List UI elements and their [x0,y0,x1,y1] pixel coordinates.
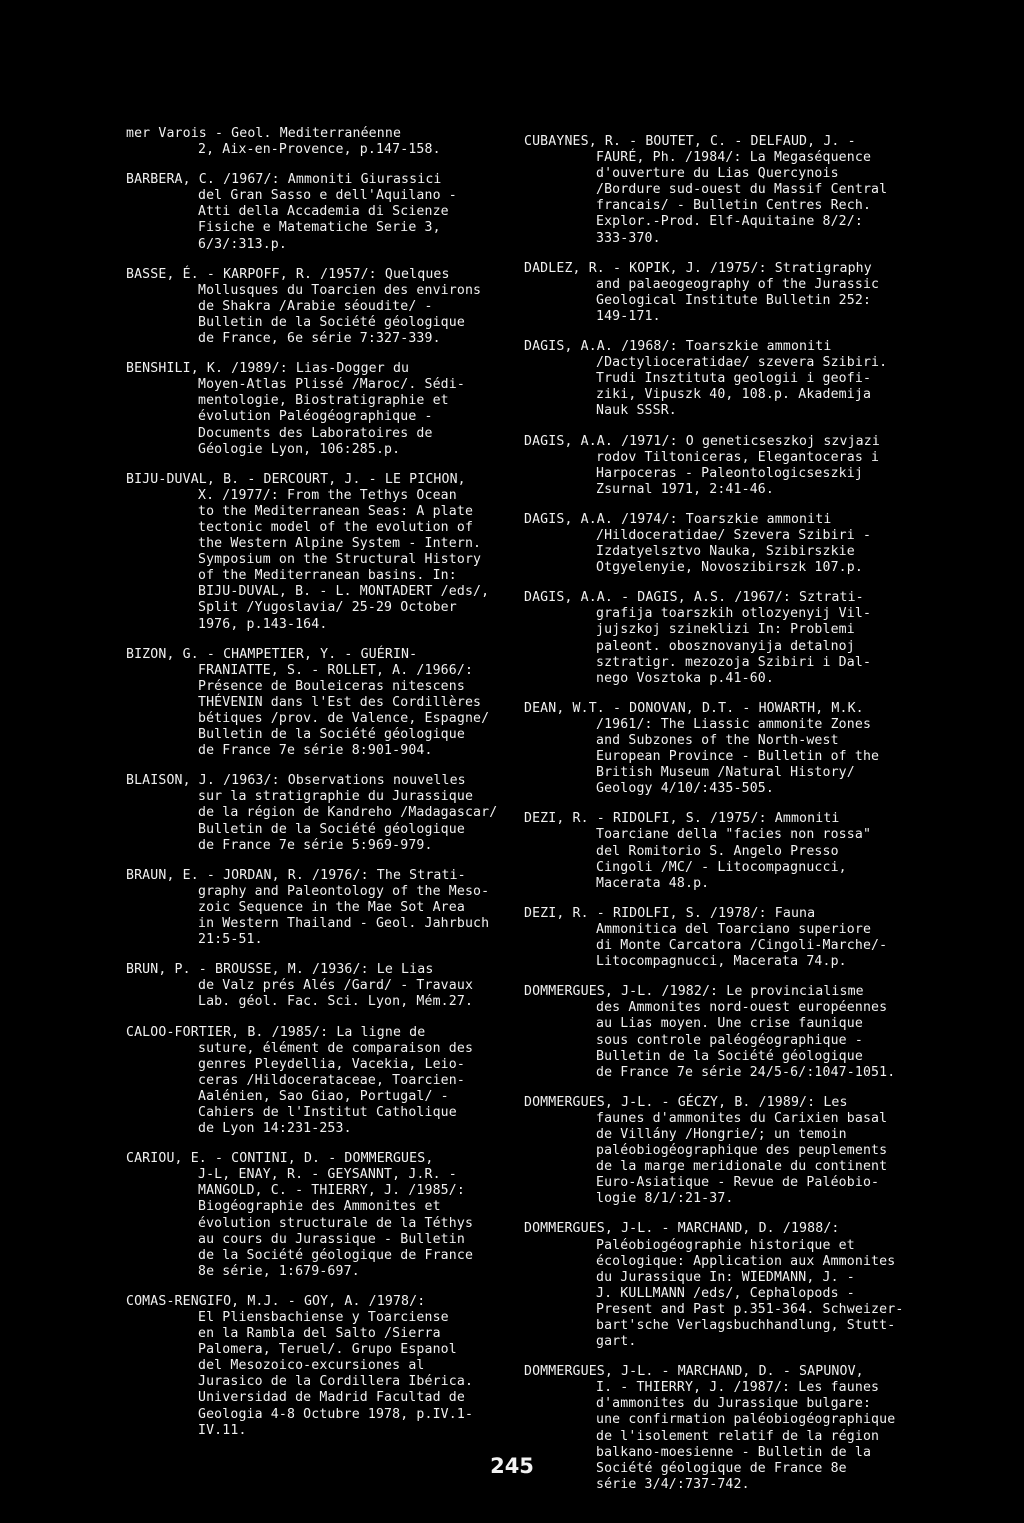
reference-line: faunes d'ammonites du Carixien basal [596,1110,888,1126]
reference-line: El Pliensbachiense y Toarciense [198,1310,449,1325]
reference-line: du Jurassique In: WIEDMANN, J. - [596,1269,855,1285]
reference-line: Paléobiogéographie historique et [596,1237,855,1253]
reference-line: 6/3/:313.p. [198,236,287,252]
reference-line: sztratigr. mezozoja Szibiri i Dal- [596,654,872,670]
reference-line: BIJU-DUVAL, B. - L. MONTADERT /eds/, [198,584,490,600]
reference-line: évolution Paléogéographique - [198,409,433,425]
reference-line: Explor.-Prod. Elf-Aquitaine 8/2/: [596,214,863,230]
reference-line: de Villány /Hongrie/; un temoin [596,1126,847,1142]
reference-line: del Mesozoico-excursiones al [198,1358,425,1374]
reference-line: BLAISON, J. /1963/: Observations nouvelles [126,773,466,789]
left-reference-entry [126,172,504,252]
reference-line: in Western Thailand - Geol. Jahrbuch [198,916,490,932]
reference-line: and Subzones of the North-west [596,733,839,748]
reference-line: francais/ - Bulletin Centres Rech. [596,198,872,214]
reference-line: Toarciane della "facies non rossa" [596,827,872,843]
reference-line: Documents des Laboratoires de [198,425,433,441]
reference-line: CARIOU, E. - CONTINI, D. - DOMMERGUES, [126,1151,434,1167]
reference-line: gart. [596,1334,637,1350]
reference-line: grafija toarszkih otlozyenyij Vil- [596,606,872,622]
reference-line: de France 7e série 5:969-979. [198,837,433,853]
reference-line: de la marge meridionale du continent [596,1159,888,1175]
left-reference-entry [126,1294,504,1439]
reference-line: Jurasico de la Cordillera Ibérica. [198,1374,474,1390]
reference-line: en la Rambla del Salto /Sierra [198,1326,441,1342]
reference-line: de la Société géologique de France [198,1247,474,1263]
right-reference-entry [524,811,984,891]
reference-line: Symposium on the Structural History [198,552,482,568]
reference-line: 21:5-51. [198,932,263,948]
reference-line: J. KULLMANN /eds/, Cephalopods - [596,1285,855,1301]
reference-line: de France, 6e série 7:327-339. [198,331,441,347]
reference-line: de France 7e série 8:901-904. [198,743,433,759]
reference-line: de Valz prés Alés /Gard/ - Travaux [198,978,474,994]
reference-line: Cingoli /MC/ - Litocompagnucci, [596,859,847,875]
left-reference-entry [126,647,504,760]
reference-line: DAGIS, A.A. /1968/: Toarszkie ammoniti [524,339,832,355]
reference-line: au cours du Jurassique - Bulletin [198,1231,465,1247]
reference-line: rodov Tiltoniceras, Elegantoceras i [596,449,880,465]
reference-line: jujszkoj szineklizi In: Problemi [596,622,855,638]
reference-line: DAGIS, A.A. /1971/: O geneticseszkoj szvjazi [524,433,880,449]
reference-line: tectonic model of the evolution of [198,519,474,535]
reference-line: BRAUN, E. - JORDAN, R. /1976/: The Strati- [126,867,466,883]
reference-line: IV.11. [198,1422,247,1438]
reference-line: DOMMERGUES, J-L. - MARCHAND, D. - SAPUNOV, [524,1364,864,1380]
page-number: 245 [490,1454,534,1478]
right-reference-entry [524,984,984,1081]
left-reference-entry [126,361,504,458]
reference-line: I. - THIERRY, J. /1987/: Les faunes [596,1380,880,1396]
reference-line: Moyen-Atlas Plissé /Maroc/. Sédi- [198,377,465,393]
right-column [524,134,984,1507]
reference-line: DADLEZ, R. - KOPIK, J. /1975/: Stratigraphy [524,260,872,276]
left-reference-entry [126,126,504,158]
reference-line: Geologia 4-8 Octubre 1978, p.IV.1- [198,1406,474,1422]
left-reference-entry [126,1151,504,1280]
right-reference-entry [524,261,984,325]
reference-line: COMAS-RENGIFO, M.J. - GOY, A. /1978/: [126,1293,426,1309]
reference-line: MANGOLD, C. - THIERRY, J. /1985/: [198,1183,465,1199]
reference-line: ziki, Vipuszk 40, 108.p. Akademija [596,387,872,403]
reference-line: of the Mediterranean basins. In: [198,568,457,584]
reference-line: to the Mediterranean Seas: A plate [198,503,474,519]
reference-line: Litocompagnucci, Macerata 74.p. [596,954,847,970]
reference-line: Otgyelenyie, Novoszibirszk 107.p. [596,560,863,576]
reference-line: Aalénien, Sao Giao, Portugal/ - [198,1088,449,1104]
reference-line: suture, élément de comparaison des [198,1040,474,1056]
left-column [126,126,504,1453]
reference-line: BENSHILI, K. /1989/: Lias-Dogger du [126,361,410,377]
reference-line: Cahiers de l'Institut Catholique [198,1104,457,1120]
reference-line: mer Varois - Geol. Mediterranéenne [126,126,402,141]
reference-line: Bulletin de la Société géologique [198,821,465,837]
reference-line: Géologie Lyon, 106:285.p. [198,441,401,457]
reference-line: Harpoceras - Paleontologicseszkij [596,465,863,481]
reference-line: d'ouverture du Lias Quercynois [596,166,839,182]
reference-line: Present and Past p.351-364. Schweizer- [596,1301,904,1317]
reference-line: Bulletin de la Société géologique [596,1048,863,1064]
right-reference-entry [524,590,984,687]
reference-line: Nauk SSSR. [596,403,677,419]
right-reference-entry [524,701,984,798]
reference-line: Lab. géol. Fac. Sci. Lyon, Mém.27. [198,994,474,1010]
reference-line: Geological Institute Bulletin 252: [596,292,872,308]
reference-line: Macerata 48.p. [596,875,710,891]
reference-line: bart'sche Verlagsbuchhandlung, Stutt- [596,1318,896,1333]
reference-line: Bulletin de la Société géologique [198,314,465,330]
reference-line: de l'isolement relatif de la région [596,1428,880,1444]
reference-line: di Monte Carcatora /Cingoli-Marche/- [596,938,888,954]
reference-line: British Museum /Natural History/ [596,765,855,781]
reference-line: del Romitorio S. Angelo Presso [596,843,839,859]
reference-line: DEZI, R. - RIDOLFI, S. /1975/: Ammoniti [524,811,840,827]
reference-line: balkano-moesienne - Bulletin de la [596,1444,872,1460]
reference-line: Universidad de Madrid Facultad de [198,1390,465,1406]
reference-line: /1961/: The Liassic ammonite Zones [596,716,872,732]
reference-line: Split /Yugoslavia/ 25-29 October [198,600,457,616]
reference-line: d'ammonites du Jurassique bulgare: [596,1396,872,1412]
reference-line: BIZON, G. - CHAMPETIER, Y. - GUÉRIN- [126,646,418,662]
reference-line: paléobiogéographique des peuplements [596,1143,888,1159]
right-reference-entry [524,134,984,247]
reference-line: Euro-Asiatique - Revue de Paléobio- [596,1175,880,1191]
right-reference-entry [524,1221,984,1350]
reference-line: Présence de Bouleiceras nitescens [198,678,465,694]
reference-line: zoic Sequence in the Mae Sot Area [198,899,465,915]
left-reference-entry [126,267,504,347]
reference-line: sous controle paléogéographique - [596,1032,863,1048]
reference-line: 333-370. [596,230,661,246]
reference-line: des Ammonites nord-ouest européennes [596,1000,888,1016]
reference-line: de France 7e série 24/5-6/:1047-1051. [596,1064,896,1080]
reference-line: BRUN, P. - BROUSSE, M. /1936/: Le Lias [126,962,434,978]
reference-line: Société géologique de France 8e [596,1460,847,1476]
reference-line: BIJU-DUVAL, B. - DERCOURT, J. - LE PICHON, [126,471,466,487]
left-reference-entry [126,1025,504,1138]
reference-line: mentologie, Biostratigraphie et [198,393,449,409]
reference-line: FAURÉ, Ph. /1984/: La Megaséquence [596,150,872,166]
left-reference-entry [126,868,504,948]
reference-line: de Lyon 14:231-253. [198,1121,352,1137]
reference-line: /Dactylioceratidae/ szevera Szibiri. [596,355,888,371]
reference-line: DEZI, R. - RIDOLFI, S. /1978/: Fauna [524,905,816,921]
reference-line: Biogéographie des Ammonites et [198,1199,441,1215]
reference-line: genres Pleydellia, Vacekia, Leio- [198,1056,465,1072]
left-reference-entry [126,773,504,853]
reference-line: paleont. obosznovanyija detalnoj [596,638,855,654]
right-reference-entry [524,1095,984,1208]
right-reference-entry [524,512,984,576]
reference-line: graphy and Paleontology of the Meso- [198,883,490,899]
reference-line: Bulletin de la Société géologique [198,727,465,743]
reference-line: ceras /Hildoceratаceae, Toarcien- [198,1072,465,1088]
reference-line: bétiques /prov. de Valence, Espagne/ [198,711,490,726]
reference-line: de la région de Kandreho /Madagascar/ [198,805,498,821]
reference-line: une confirmation paléobiogéographique [596,1412,896,1428]
left-reference-entry [126,962,504,1010]
reference-line: série 3/4/:737-742. [596,1476,750,1492]
reference-line: écologique: Application aux Ammonites [596,1253,896,1269]
reference-line: DAGIS, A.A. /1974/: Toarszkie ammoniti [524,511,832,527]
left-reference-entry [126,472,504,633]
reference-line: Izdatyelsztvo Nauka, Szibirszkie [596,544,855,560]
reference-line: European Province - Bulletin of the [596,749,880,765]
reference-line: 8e série, 1:679-697. [198,1263,360,1279]
reference-line: logie 8/1/:21-37. [596,1191,734,1207]
reference-line: /Hildoceratidae/ Szevera Szibiri - [596,527,872,543]
reference-line: Geology 4/10/:435-505. [596,781,774,797]
reference-line: J-L, ENAY, R. - GEYSANNT, J.R. - [198,1167,457,1183]
reference-line: Zsurnal 1971, 2:41-46. [596,481,774,497]
reference-line: 1976, p.143-164. [198,616,328,632]
reference-line: Palomera, Teruel/. Grupo Espanol [198,1342,457,1358]
right-reference-entry [524,339,984,419]
reference-line: del Gran Sasso e dell'Aquilano - [198,188,457,204]
reference-line: and palaeogeography of the Jurassic [596,276,880,292]
reference-line: Trudi Insztituta geologii i geofi- [596,371,872,387]
right-reference-entry [524,434,984,498]
reference-line: sur la stratigraphie du Jurassique [198,789,474,805]
reference-line: DOMMERGUES, J-L. - GÉCZY, B. /1989/: Les [524,1094,848,1110]
reference-line: Fisiche e Matematiche Serie 3, [198,220,441,236]
reference-line: DEAN, W.T. - DONOVAN, D.T. - HOWARTH, M.K. [524,700,864,716]
reference-line: au Lias moyen. Une crise faunique [596,1016,863,1032]
reference-line: Mollusques du Toarcien des environs [198,282,482,298]
reference-line: FRANIATTE, S. - ROLLET, A. /1966/: [198,662,474,678]
right-reference-entry [524,906,984,970]
reference-line: BASSE, É. - KARPOFF, R. /1957/: Quelques [126,266,450,282]
reference-line: DOMMERGUES, J-L. /1982/: Le provincialisme [524,984,864,1000]
reference-line: Atti della Accademia di Scienze [198,204,449,220]
reference-line: DOMMERGUES, J-L. - MARCHAND, D. /1988/: [524,1221,840,1237]
reference-line: nego Vosztoka p.41-60. [596,670,774,686]
reference-line: the Western Alpine System - Intern. [198,536,482,552]
reference-line: DAGIS, A.A. - DAGIS, A.S. /1967/: Sztrati- [524,590,864,606]
reference-line: de Shakra /Arabie séoudite/ - [198,298,433,314]
reference-line: 149-171. [596,308,661,324]
reference-line: /Bordure sud-ouest du Massif Central [596,182,888,198]
reference-line: 2, Aix-en-Provence, p.147-158. [198,142,441,158]
reference-line: BARBERA, C. /1967/: Ammoniti Giurassici [126,172,442,188]
reference-line: CALOO-FORTIER, B. /1985/: La ligne de [126,1024,426,1040]
reference-line: X. /1977/: From the Tethys Ocean [198,487,457,503]
reference-line: Ammonitica del Toarciano superiore [596,921,872,937]
reference-line: CUBAYNES, R. - BOUTET, C. - DELFAUD, J. - [524,134,856,149]
reference-line: THÉVENIN dans l'Est des Cordillères [198,694,482,710]
reference-line: évolution structurale de la Téthys [198,1215,474,1231]
